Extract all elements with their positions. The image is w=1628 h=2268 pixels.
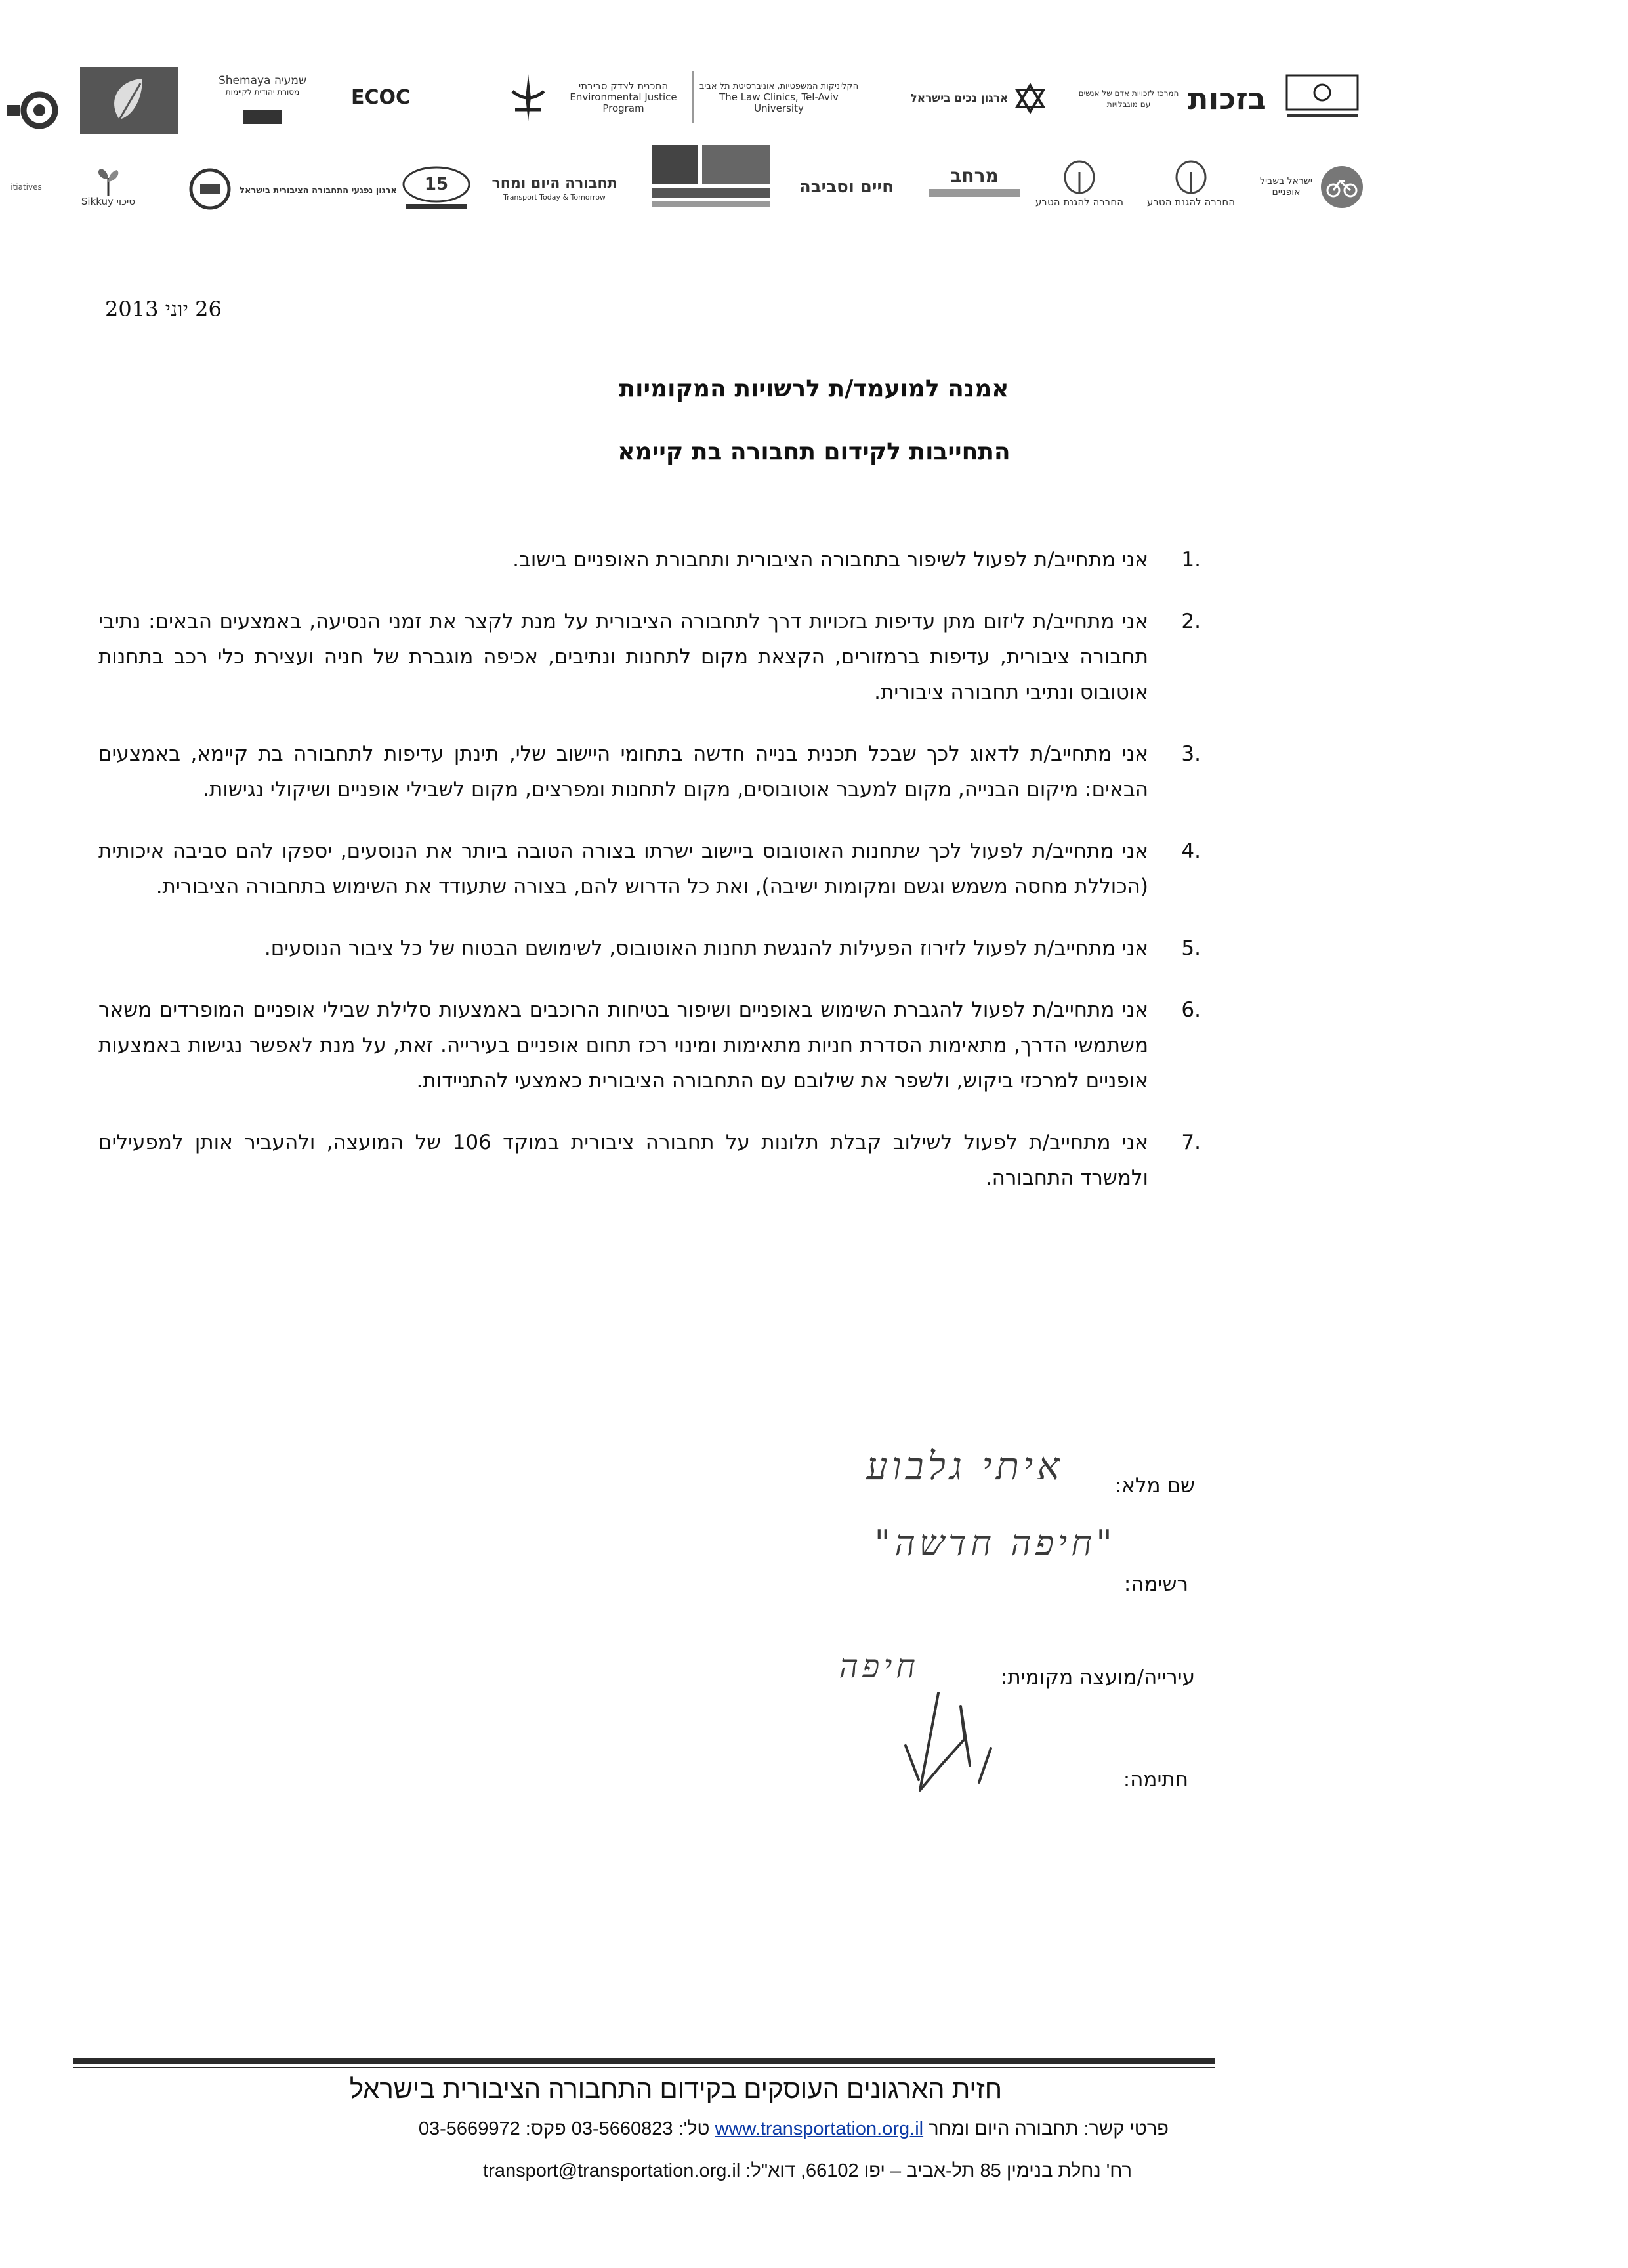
item-number: 2.	[1181, 610, 1201, 633]
list-handwritten: "חיפה חדשה"	[874, 1522, 1116, 1564]
commitment-item	[98, 833, 1201, 904]
bizchut-logo	[1181, 72, 1273, 125]
shemaya-name-he: שמעיה	[274, 74, 307, 87]
sikkuy-name-en: Sikkuy	[81, 195, 114, 207]
tnt-name-he: תחבורה היום ומחר	[491, 175, 617, 192]
leaf-icon	[80, 67, 178, 134]
bizchut-name: בזכות	[1188, 81, 1266, 116]
item-number: 7.	[1181, 1131, 1201, 1154]
commitment-item	[98, 542, 1201, 578]
disabled-org-logo	[886, 72, 1070, 125]
item-text: אני מתחייב/ת לפעול להגברת השימוש באופניים ושיפור בטיחות הרוכבים באמצעות סלילת שבילי אופניים המופרדים משאר משתמשי הדרך, מתאימות הסדרת חניות מתאימות ומינוי רכז תחום אופניים בעירייה. זאת, על מנת לאפשר נגישות באמצעות אופניים למרכזי ביקוש, ולשפר את שילובם עם התחבורה הציבורית כאמצעי להתניידות.	[98, 998, 1148, 1093]
bizchut-line: המרכז לזכויות אדם של אנשים עם מוגבלויות	[1078, 89, 1179, 109]
item-text: אני מתחייב/ת לדאוג לכך שבכל תכנית בנייה חדשה בתחומי היישוב שלי, תינתן עדיפות לתחבורה בת קיימא, באמצעים הבאים: מיקום הבנייה, מקום למעבר אוטובוסים, מקום לתחנות ומפרצים, מקום לשבילי אופניים ושיקולי נגישות.	[98, 742, 1148, 801]
footer-contact-prefix: פרטי קשר: תחבורה היום ומחר	[929, 2118, 1169, 2139]
commitment-item	[98, 992, 1201, 1099]
item-text: אני מתחייב/ת לפעול לשיפור בתחבורה הציבורית ותחבורת האופניים בישוב.	[512, 548, 1148, 572]
city-label: עירייה/מועצה מקומית:	[1000, 1666, 1195, 1689]
aamb-name: ארגון נפגעי התחבורה הציבורית בישראל	[240, 185, 397, 196]
tree-icon	[1175, 160, 1207, 197]
flag-icon	[1283, 72, 1362, 124]
document-subtitle: התחייבות לקידום תחבורה בת קיימא	[617, 438, 1011, 465]
tnt-15-logo	[394, 158, 479, 217]
shemaya-mark	[243, 110, 282, 124]
bicycle-icon	[1319, 164, 1365, 210]
tau-logo	[505, 68, 551, 127]
shemaya-name-en: Shemaya	[218, 74, 271, 87]
bike-logo	[1247, 158, 1378, 217]
hands-icon	[650, 142, 774, 211]
item-number: 4.	[1181, 839, 1201, 863]
merhav-name: מרחב	[950, 165, 999, 186]
commitment-item	[98, 736, 1201, 807]
law-clinics-logo	[692, 71, 864, 123]
bike-name: ישראל בשביל אופניים	[1260, 176, 1312, 198]
spni2-logo	[1142, 151, 1240, 217]
spni1-logo	[1030, 151, 1129, 217]
shemaya-tagline: מסורת יהודית לקיימות	[225, 87, 300, 96]
item-number: 6.	[1181, 998, 1201, 1022]
footer-title: חזית הארגונים העוסקים בקידום התחבורה הציבורית בישראל	[349, 2075, 1003, 2104]
law-clinics-he: הקליניקות המשפטיות, אוניברסיטת תל אביב	[699, 81, 859, 91]
env-justice-en: Environmental Justice Program	[570, 91, 677, 114]
commitment-item	[98, 1125, 1201, 1196]
hayim-logo	[781, 164, 912, 210]
sikkuy-name-he: סיכוי	[116, 195, 136, 207]
ecology-logo	[80, 67, 178, 134]
item-text: אני מתחייב/ת לפעול לכך שתחנות האוטובוס ביישוב ישרתו בצורה הטובה ביותר את הנוסעים, יספקו להם סביבה איכותית (הכוללת מחסה משמש וגשם ומקומות ישיבה), ואת כל הדרוש להם, בצורה שתעודד את השימוש בתחבורה הציבורית.	[98, 839, 1148, 898]
ecoc-text-logo	[341, 68, 420, 127]
swirl-icon	[7, 79, 66, 138]
merhav-logo	[919, 150, 1030, 215]
ecoc-text: ECOC	[350, 86, 411, 109]
shemaya-logo	[190, 67, 335, 133]
signature-mark	[892, 1667, 1017, 1798]
sikkuy-logo	[59, 158, 157, 217]
adam-teva-logo	[646, 140, 778, 213]
aamb-logo	[240, 171, 397, 210]
tnt-name-en: Transport Today & Tomorrow	[503, 192, 606, 201]
env-justice-logo	[558, 71, 689, 123]
commitment-item	[98, 604, 1201, 710]
initiatives-logo: itiatives	[10, 182, 42, 192]
tau-emblem-icon	[509, 72, 548, 124]
flag-logo	[1280, 68, 1365, 127]
list-label: רשימה:	[1123, 1572, 1188, 1596]
signature-label: חתימה:	[1123, 1768, 1188, 1792]
tnt-logo	[482, 163, 627, 215]
hayim-name: חיים וסביבה	[799, 177, 894, 197]
item-text: אני מתחייב/ת לפעול לשילוב קבלת תלונות על תחבורה ציבורית במוקד 106 של המועצה, ולהעביר אותן למפעילים ולמשרד התחבורה.	[98, 1131, 1148, 1190]
item-text: אני מתחייב/ת לפעול לזירוז הפעילות להנגשת תחנות האוטובוס, לשימושם הבטוח של כל ציבור הנוסעים.	[264, 936, 1148, 960]
name-handwritten: איתי גלבוע	[866, 1444, 1064, 1488]
anniversary-badge-icon	[397, 161, 476, 213]
ecoc-logo	[7, 79, 66, 138]
footer-phones: טל': 03-5660823 פקס: 03-5669972	[418, 2118, 710, 2139]
env-justice-he: התכנית לצדק סביבתי	[578, 79, 669, 92]
footer-rule-thin	[73, 2067, 1215, 2068]
disabled-org-name: ארגון נכים בישראל	[910, 91, 1009, 105]
item-number: 5.	[1181, 936, 1201, 960]
document-title: אמנה למועמד/ת לרשויות המקומיות	[619, 375, 1009, 402]
footer-website-link[interactable]: www.transportation.org.il	[715, 2118, 924, 2139]
spni2-name: החברה להגנת הטבע	[1146, 196, 1236, 208]
item-number: 1.	[1181, 548, 1201, 572]
bus-wheel-icon	[187, 166, 233, 212]
merhav-bar	[929, 189, 1020, 197]
spni1-name: החברה להגנת הטבע	[1035, 196, 1124, 208]
commitment-list	[98, 542, 1201, 1222]
law-clinics-en: The Law Clinics, Tel-Aviv University	[719, 91, 839, 114]
document-date: 26 יוני 2013	[105, 297, 222, 322]
tree-icon	[1063, 160, 1096, 197]
bizchut-sub-logo	[1076, 76, 1181, 122]
city-handwritten: חיפה	[839, 1647, 919, 1685]
footer-contact	[419, 2118, 1169, 2140]
commitment-item	[98, 931, 1201, 966]
sprout-icon	[92, 167, 125, 196]
aamb-emblem	[184, 163, 236, 215]
footer-rule-thick	[73, 2058, 1215, 2064]
item-number: 3.	[1181, 742, 1201, 766]
item-text: אני מתחייב/ת ליזום מתן עדיפות בזכויות דרך לתחבורה הציבורית על מנת לקצר את זמני הנסיעה, באמצעים הבאים: נתיבי תחבורה ציבורית, עדיפות ברמזורים, הקצאת מקום לתחנות ונתיבים, אכיפה מוגברת של חניה ועצירת כלי רכב בתחנות אוטובוס ונתיבי תחבורה ציבורית.	[98, 610, 1148, 704]
svg-text:15: 15	[424, 175, 449, 194]
logo-strip	[0, 59, 1378, 230]
footer-address: רח' נחלת בנימין 85 תל-אביב – יפו 66102, דוא"ל: transport@transportation.org.il	[483, 2160, 1132, 2181]
name-label: שם מלא:	[1114, 1474, 1195, 1498]
star-of-david-icon	[1015, 83, 1045, 114]
